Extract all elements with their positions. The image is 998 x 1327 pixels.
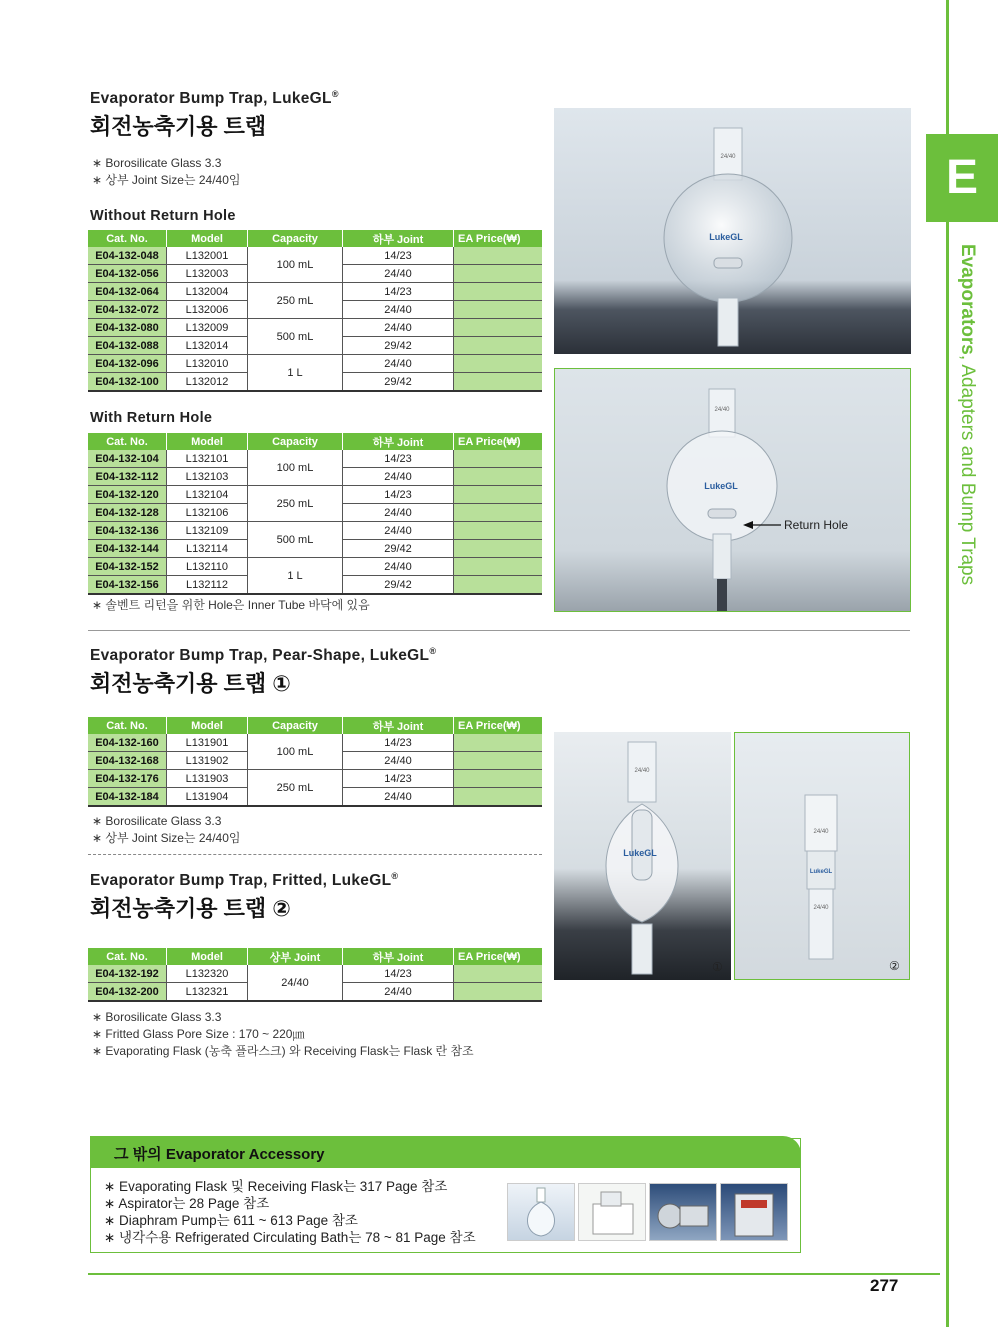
table-row: E04-132-072 L132006 24/40	[88, 301, 542, 319]
product-photo-return-hole	[554, 368, 911, 612]
product-photo-bump-trap	[554, 108, 911, 354]
table-row: E04-132-056 L132003 24/40	[88, 265, 542, 283]
list-item: ∗ Aspirator는 28 Page 참조	[104, 1196, 270, 1211]
table-row: E04-132-168 L131902 24/40	[88, 752, 542, 770]
table-row: E04-132-088 L132014 29/42	[88, 337, 542, 355]
accessory-title: 그 밖의 Evaporator Accessory	[114, 1146, 325, 1163]
table-row: E04-132-192 L132320 24/40 14/23	[88, 965, 542, 983]
table2-label: With Return Hole	[90, 410, 213, 426]
svg-text:24/40: 24/40	[714, 407, 730, 413]
svg-text:24/40: 24/40	[720, 154, 736, 160]
section1-notes: ∗ Borosilicate Glass 3.3 ∗ 상부 Joint Size는 24/40임	[92, 156, 241, 187]
thumb-diaphragm-pump	[649, 1183, 717, 1241]
return-hole-illustration	[555, 369, 910, 611]
svg-text:LukeGL: LukeGL	[623, 848, 657, 858]
table-row: E04-132-128 L132106 24/40	[88, 504, 542, 522]
photo-marker-1: ①	[712, 960, 723, 974]
photo-marker-2: ②	[889, 959, 900, 973]
table-row: E04-132-136 L132109 500 mL 24/40	[88, 522, 542, 540]
section-divider	[88, 630, 910, 631]
table1-label: Without Return Hole	[90, 208, 236, 224]
list-item: ∗ Evaporating Flask 및 Receiving Flask는 317 Page 참조	[104, 1179, 448, 1194]
table-row: E04-132-080 L132009 500 mL 24/40	[88, 319, 542, 337]
table-row: E04-132-064 L132004 250 mL 14/23	[88, 283, 542, 301]
footer-line	[88, 1273, 940, 1275]
table-row: E04-132-144 L132114 29/42	[88, 540, 542, 558]
list-item: ∗ Diaphram Pump는 611 ~ 613 Page 참조	[104, 1213, 358, 1228]
table-row: E04-132-152 L132110 1 L 24/40	[88, 558, 542, 576]
table-row: E04-132-112 L132103 24/40	[88, 468, 542, 486]
product-photo-fritted	[734, 732, 910, 980]
accessory-list	[104, 1178, 476, 1246]
table-row: E04-132-104 L132101 100 mL 14/23	[88, 450, 542, 468]
table-row: E04-132-176 L131903 250 mL 14/23	[88, 770, 542, 788]
table-row: E04-132-184 L131904 24/40	[88, 788, 542, 807]
table-pear-shape: Cat. No. Model Capacity 하부 Joint EA Price(₩) E04-132-160 L131901 100 mL 14/23 E04-132-168 L131902 24/40 E04-132-176 L131903 250 mL 14/23 E04-132-184 L131904 24/40	[88, 717, 542, 807]
fritted-trap-illustration	[735, 733, 909, 979]
table-row: E04-132-160 L131901 100 mL 14/23	[88, 734, 542, 752]
table-row: E04-132-048 L132001 100 mL 14/23	[88, 247, 542, 265]
table-row: E04-132-096 L132010 1 L 24/40	[88, 355, 542, 373]
table-fritted: Cat. No. Model 상부 Joint 하부 Joint EA Price(₩) E04-132-192 L132320 24/40 14/23 E04-132-200 L132321 24/40	[88, 948, 542, 1002]
svg-text:LukeGL: LukeGL	[704, 481, 738, 491]
bump-trap-illustration	[554, 108, 911, 354]
section3-heading: Evaporator Bump Trap, Fritted, LukeGL® 회전농축기용 트랩 ②	[90, 871, 399, 922]
table2-note: ∗ 솔벤트 리턴을 위한 Hole은 Inner Tube 바닥에 있음	[92, 598, 370, 612]
table-with-return-hole: Cat. No. Model Capacity 하부 Joint EA Price(₩) E04-132-104 L132101 100 mL 14/23 E04-132-112 L132103 24/40 E04-132-120 L132104 250 mL 14/23 E04-132-128 L132106 24/40 E04-132-136 L132109 500 mL 24/40 E04-132-144 L132114 29/42 E04-132-152 L132110 1 L 24/40 E04-132-156 L132112 29/42	[88, 433, 542, 595]
table-without-return-hole: Cat. No. Model Capacity 하부 Joint EA Price(₩) E04-132-048 L132001 100 mL 14/23 E04-132-056 L132003 24/40 E04-132-064 L132004 250 mL 14/23 E04-132-072 L132006 24/40 E04-132-080 L132009 500 mL 24/40 E04-132-088 L132014 29/42 E04-132-096 L132010 1 L 24/40 E04-132-100 L132012 29/42	[88, 230, 542, 392]
return-hole-label: Return Hole	[784, 518, 849, 532]
section1-heading: Evaporator Bump Trap, LukeGL® 회전농축기용 트랩	[90, 89, 339, 140]
section2-notes: ∗ Borosilicate Glass 3.3 ∗ 상부 Joint Size는 24/40임	[92, 814, 241, 845]
product-photo-pear-shape	[554, 732, 731, 980]
list-item: ∗ 냉각수용 Refrigerated Circulating Bath는 78 ~ 81 Page 참조	[104, 1230, 476, 1245]
svg-text:24/40: 24/40	[634, 768, 650, 774]
table-row: E04-132-156 L132112 29/42	[88, 576, 542, 595]
table-row: E04-132-120 L132104 250 mL 14/23	[88, 486, 542, 504]
thumb-evaporating-flask	[507, 1183, 575, 1241]
svg-text:24/40: 24/40	[813, 829, 829, 835]
thumb-aspirator	[578, 1183, 646, 1241]
section-side-label: Evaporators, Adapters and Bump Traps	[957, 244, 978, 586]
svg-text:LukeGL: LukeGL	[809, 869, 833, 875]
section2-heading: Evaporator Bump Trap, Pear-Shape, LukeGL® 회전농축기용 트랩 ①	[90, 646, 437, 697]
page-number: 277	[870, 1276, 899, 1295]
section-letter-tab: E	[926, 134, 998, 222]
svg-text:24/40: 24/40	[813, 905, 829, 911]
pear-trap-illustration	[554, 732, 731, 980]
thumb-circulating-bath	[720, 1183, 788, 1241]
table-row: E04-132-100 L132012 29/42	[88, 373, 542, 392]
dashed-divider	[88, 854, 542, 855]
svg-text:LukeGL: LukeGL	[709, 232, 743, 242]
section3-notes: ∗ Borosilicate Glass 3.3 ∗ Fritted Glass Pore Size : 170 ~ 220㎛ ∗ Evaporating Flask (농축 플라스크) 와 Receiving Flask는 Flask 란 참조	[92, 1010, 474, 1058]
table-row: E04-132-200 L132321 24/40	[88, 983, 542, 1002]
